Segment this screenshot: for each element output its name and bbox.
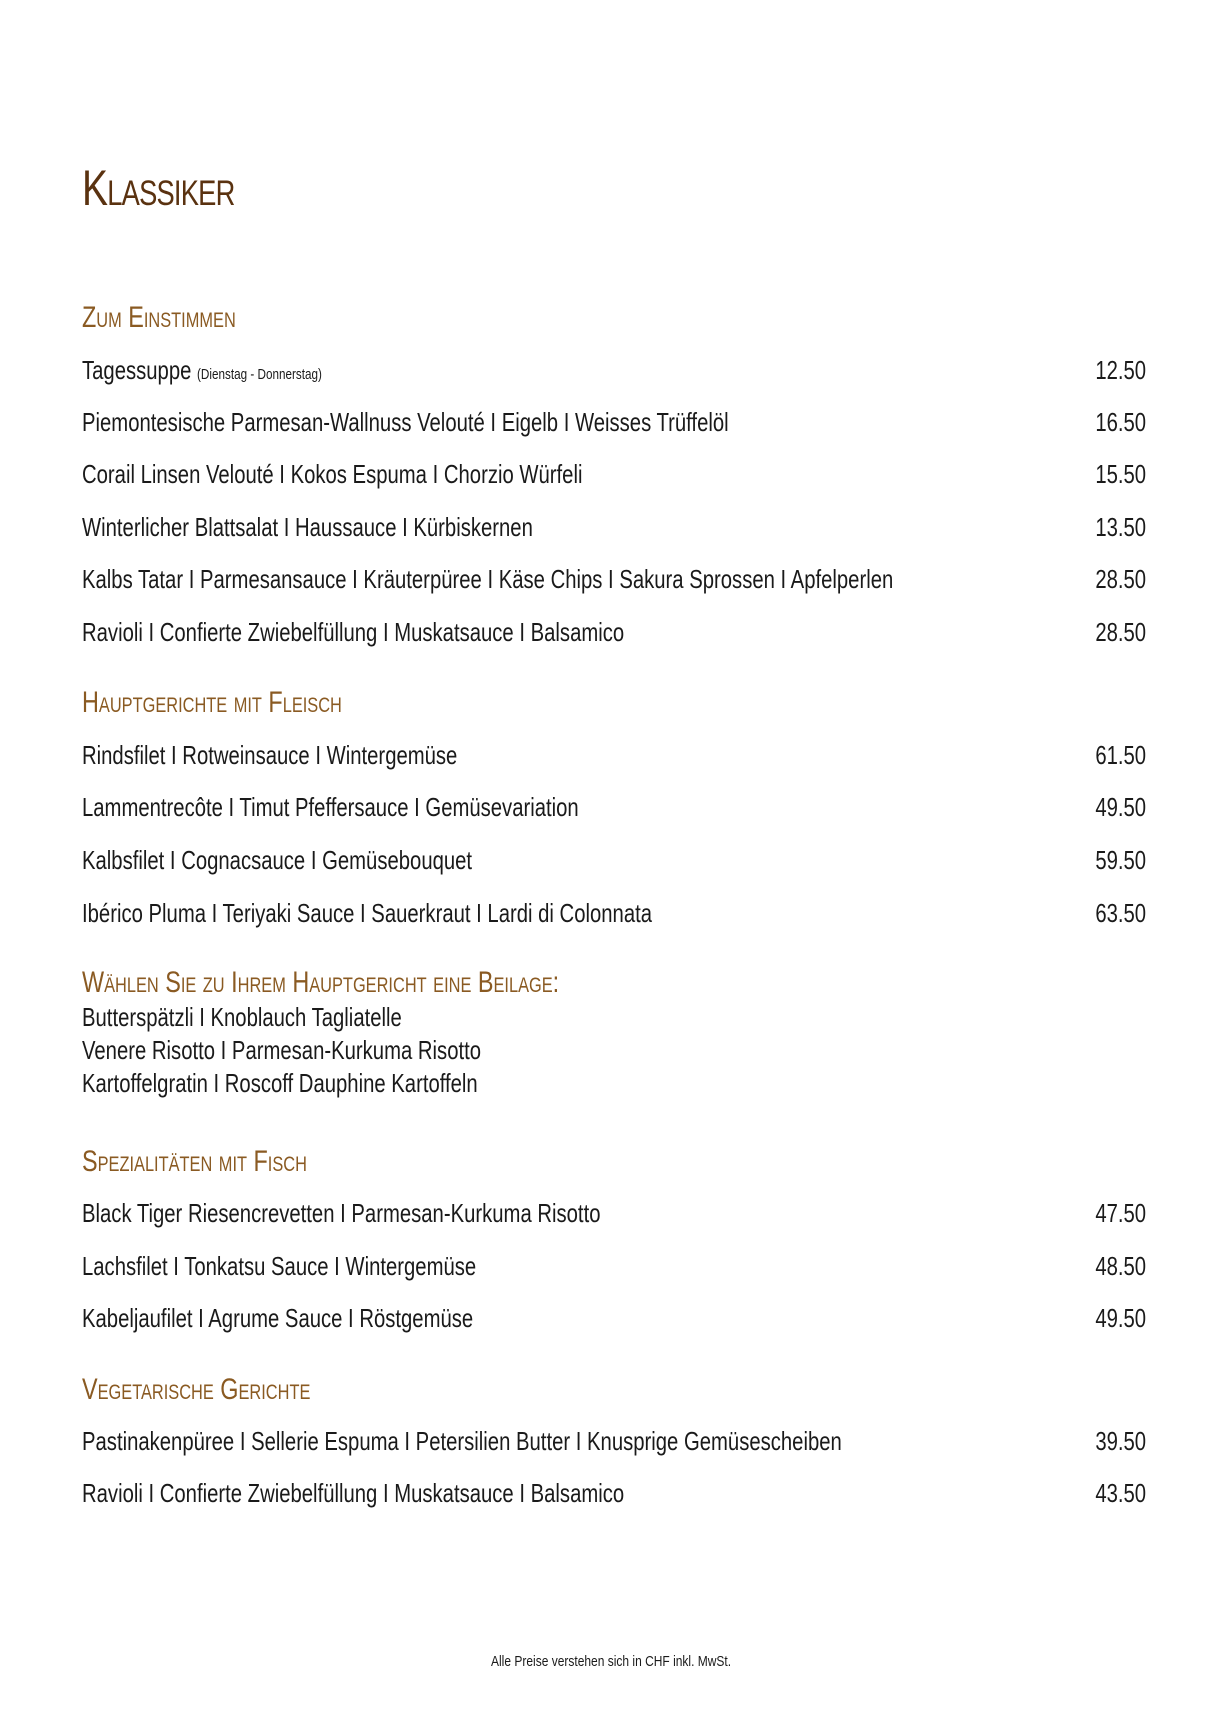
dish-name: Ravioli I Confierte Zwiebelfüllung I Muskatsauce I Balsamico	[82, 617, 625, 647]
dish-name: Piemontesische Parmesan-Wallnuss Velouté I Eigelb I Weisses Trüffelöl	[82, 407, 729, 437]
dish-name: Ibérico Pluma I Teriyaki Sauce I Sauerkraut I Lardi di Colonnata	[82, 898, 653, 928]
dish-price: 48.50	[1095, 1251, 1146, 1281]
dish-price: 49.50	[1095, 792, 1146, 822]
menu-item	[82, 615, 1146, 649]
dish-name: Pastinakenpüree I Sellerie Espuma I Petersilien Butter I Knusprige Gemüsescheiben	[82, 1426, 842, 1456]
side-dish-line: Venere Risotto I Parmesan-Kurkuma Risotto	[82, 1035, 482, 1065]
menu-item	[82, 790, 1146, 824]
dish-name: Kabeljaufilet I Agrume Sauce I Röstgemüse	[82, 1303, 474, 1333]
dish-price: 16.50	[1095, 407, 1146, 437]
dish-price: 63.50	[1095, 898, 1146, 928]
menu-item	[82, 843, 1146, 877]
section-heading-starters: Zum Einstimmen	[82, 301, 236, 334]
side-dish-line: Kartoffelgratin I Roscoff Dauphine Kartoffeln	[82, 1068, 478, 1098]
dish-price: 49.50	[1095, 1303, 1146, 1333]
dish-name-text: Tagessuppe	[82, 355, 192, 385]
dish-name	[82, 353, 322, 392]
menu-item	[82, 510, 1146, 544]
dish-price: 28.50	[1095, 564, 1146, 594]
dish-price: 39.50	[1095, 1426, 1146, 1456]
menu-item	[82, 896, 1146, 930]
dish-price: 43.50	[1095, 1478, 1146, 1508]
price-footnote	[0, 1652, 1222, 1672]
dish-price: 13.50	[1095, 512, 1146, 542]
dish-price: 59.50	[1095, 845, 1146, 875]
menu-item	[82, 562, 1146, 596]
menu-item	[82, 1301, 1146, 1335]
dish-name: Kalbs Tatar I Parmesansauce I Kräuterpüree I Käse Chips I Sakura Sprossen I Apfelperlen	[82, 564, 894, 594]
menu-item	[82, 1424, 1146, 1458]
dish-name: Winterlicher Blattsalat I Haussauce I Kürbiskernen	[82, 512, 533, 542]
dish-price: 28.50	[1095, 617, 1146, 647]
menu-item	[82, 457, 1146, 491]
dish-price: 47.50	[1095, 1198, 1146, 1228]
dish-name: Kalbsfilet I Cognacsauce I Gemüsebouquet	[82, 845, 473, 875]
side-dish-line: Butterspätzli I Knoblauch Tagliatelle	[82, 1002, 402, 1032]
menu-item	[82, 1476, 1146, 1510]
menu-item	[82, 1249, 1146, 1283]
dish-name: Lammentrecôte I Timut Pfeffersauce I Gemüsevariation	[82, 792, 579, 822]
section-heading-vegetarian: Vegetarische Gerichte	[82, 1373, 311, 1406]
dish-name: Black Tiger Riesencrevetten I Parmesan-Kurkuma Risotto	[82, 1198, 601, 1228]
section-heading-sides: Wählen Sie zu Ihrem Hauptgericht eine Beilage:	[82, 966, 560, 999]
section-heading-meat: Hauptgerichte mit Fleisch	[82, 686, 342, 719]
menu-item	[82, 1196, 1146, 1230]
dish-name: Corail Linsen Velouté I Kokos Espuma I Chorzio Würfeli	[82, 459, 583, 489]
dish-note: (Dienstag - Donnerstag)	[197, 366, 322, 383]
menu-item	[82, 405, 1146, 439]
dish-name: Rindsfilet I Rotweinsauce I Wintergemüse	[82, 740, 458, 770]
menu-item	[82, 738, 1146, 772]
dish-price: 15.50	[1095, 459, 1146, 489]
dish-name: Lachsfilet I Tonkatsu Sauce I Wintergemüse	[82, 1251, 477, 1281]
dish-price: 61.50	[1095, 740, 1146, 770]
page-title: Klassiker	[82, 160, 235, 216]
price-footnote-text: Alle Preise verstehen sich in CHF inkl. MwSt.	[490, 1653, 732, 1670]
menu-item	[82, 353, 1146, 387]
section-heading-fish: Spezialitäten mit Fisch	[82, 1145, 307, 1178]
dish-price: 12.50	[1095, 355, 1146, 385]
dish-name: Ravioli I Confierte Zwiebelfüllung I Muskatsauce I Balsamico	[82, 1478, 625, 1508]
